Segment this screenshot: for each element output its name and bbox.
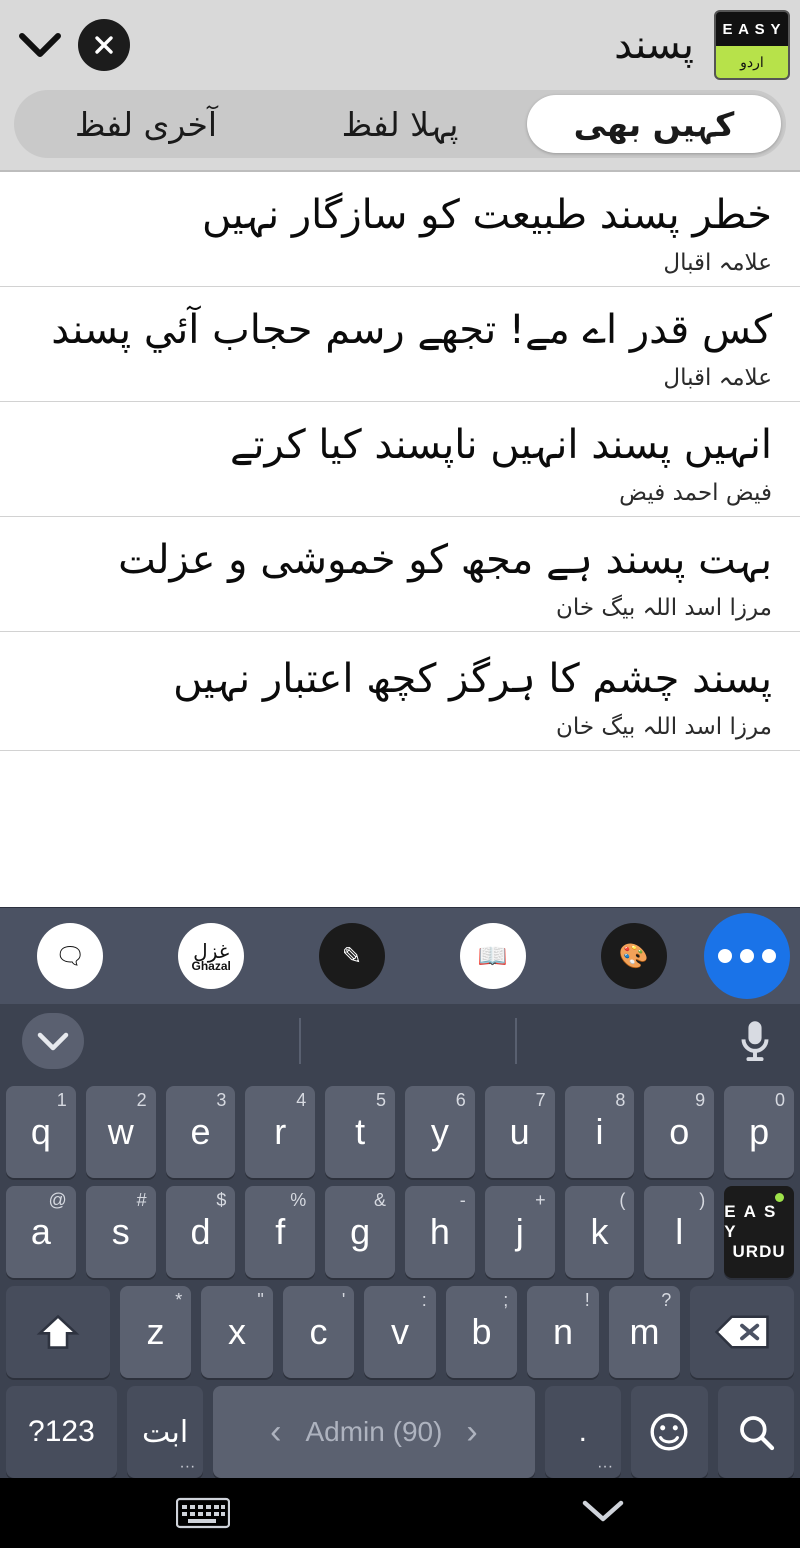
back-button[interactable] bbox=[581, 1498, 625, 1529]
key-e[interactable]: 3 e bbox=[166, 1086, 236, 1178]
result-verse: انہیں پسند انہیں ناپسند کیا کرتے bbox=[229, 422, 772, 468]
key-h[interactable]: - h bbox=[405, 1186, 475, 1278]
book-icon: 📖 bbox=[460, 923, 526, 989]
key-shift[interactable] bbox=[6, 1286, 110, 1378]
key-z[interactable]: * z bbox=[120, 1286, 192, 1378]
on-screen-keyboard bbox=[0, 1004, 800, 1492]
app-logo bbox=[714, 10, 790, 80]
key-p[interactable]: 0 p bbox=[724, 1086, 794, 1178]
collapse-search-icon[interactable] bbox=[10, 15, 70, 75]
key-y[interactable]: 6 y bbox=[405, 1086, 475, 1178]
toolbar-divider bbox=[299, 1018, 301, 1064]
key-language-urdu[interactable]: ابت ··· bbox=[127, 1386, 203, 1478]
key-x[interactable]: " x bbox=[201, 1286, 273, 1378]
tool-palette[interactable] bbox=[563, 923, 704, 989]
clear-search-button[interactable] bbox=[78, 19, 130, 71]
search-input[interactable] bbox=[130, 11, 710, 79]
result-item[interactable] bbox=[0, 172, 800, 287]
key-q[interactable]: 1 q bbox=[6, 1086, 76, 1178]
key-n[interactable]: ! n bbox=[527, 1286, 599, 1378]
result-item[interactable] bbox=[0, 287, 800, 402]
dot-icon bbox=[740, 949, 754, 963]
key-o[interactable]: 9 o bbox=[644, 1086, 714, 1178]
key-emoji[interactable] bbox=[631, 1386, 707, 1478]
search-bar bbox=[0, 0, 800, 90]
key-period[interactable]: . ··· bbox=[545, 1386, 621, 1478]
dot-icon bbox=[762, 949, 776, 963]
key-r[interactable]: 4 r bbox=[245, 1086, 315, 1178]
ghazal-icon: غزل Ghazal bbox=[178, 923, 244, 989]
tool-sher[interactable] bbox=[0, 923, 141, 989]
key-m[interactable]: ? m bbox=[609, 1286, 681, 1378]
hide-keyboard-icon[interactable] bbox=[22, 1013, 84, 1069]
result-item[interactable] bbox=[0, 632, 800, 751]
key-easy-urdu-switch[interactable]: E A S Y URDU bbox=[724, 1186, 794, 1278]
key-f[interactable]: % f bbox=[245, 1186, 315, 1278]
dot-icon bbox=[718, 949, 732, 963]
palette-icon: 🎨 bbox=[601, 923, 667, 989]
key-symbols[interactable]: ?123 bbox=[6, 1386, 117, 1478]
result-poet: علامہ اقبال bbox=[663, 365, 772, 391]
key-g[interactable]: & g bbox=[325, 1186, 395, 1278]
key-backspace[interactable] bbox=[690, 1286, 794, 1378]
prev-layout-icon[interactable]: ‹ bbox=[270, 1412, 282, 1451]
keyboard-row-4 bbox=[6, 1386, 794, 1478]
filter-segmented-control bbox=[14, 90, 786, 158]
edit-image-icon: ✎ bbox=[319, 923, 385, 989]
key-v[interactable]: : v bbox=[364, 1286, 436, 1378]
filter-first-word[interactable]: پہلا لفظ bbox=[341, 104, 459, 144]
more-options-button[interactable] bbox=[704, 913, 790, 999]
key-l[interactable]: ) l bbox=[644, 1186, 714, 1278]
tool-edit-image[interactable] bbox=[282, 923, 423, 989]
result-poet: فیض احمد فیض bbox=[619, 480, 772, 506]
more-dots-icon: ··· bbox=[597, 1458, 614, 1475]
result-verse: کس قدر اے مے! تجھے رسم حجاب آئي پسند bbox=[51, 307, 772, 353]
result-poet: مرزا اسد اللہ بیگ خان bbox=[555, 595, 772, 621]
toolbar-divider bbox=[515, 1018, 517, 1064]
filter-anywhere[interactable]: کہیں بھی bbox=[527, 95, 781, 153]
key-s[interactable]: # s bbox=[86, 1186, 156, 1278]
result-verse: بہت پسند ہے مجھ کو خموشی و عزلت bbox=[118, 537, 772, 583]
status-dot-icon bbox=[775, 1193, 784, 1202]
key-b[interactable]: ; b bbox=[446, 1286, 518, 1378]
next-layout-icon[interactable]: › bbox=[466, 1412, 478, 1451]
keyboard-row-3 bbox=[6, 1286, 794, 1378]
app-logo-line2: اردو bbox=[716, 46, 788, 78]
key-search[interactable] bbox=[718, 1386, 794, 1478]
system-nav-bar bbox=[0, 1478, 800, 1548]
result-verse: پسند چشم کا ہرگز کچھ اعتبار نہیں bbox=[173, 656, 772, 702]
result-item[interactable] bbox=[0, 517, 800, 632]
keyboard-icon[interactable] bbox=[176, 1496, 230, 1530]
tool-book[interactable] bbox=[422, 923, 563, 989]
filter-bar bbox=[0, 90, 800, 170]
filter-last-word[interactable]: آخری لفظ bbox=[74, 104, 218, 144]
tool-ghazal[interactable] bbox=[141, 923, 282, 989]
key-c[interactable]: ' c bbox=[283, 1286, 355, 1378]
keyboard-row-2 bbox=[6, 1186, 794, 1278]
key-i[interactable]: 8 i bbox=[565, 1086, 635, 1178]
keyboard-toolbar bbox=[0, 1004, 800, 1078]
keyboard-row-1 bbox=[6, 1086, 794, 1178]
result-poet: علامہ اقبال bbox=[663, 250, 772, 276]
result-poet: مرزا اسد اللہ بیگ خان bbox=[555, 714, 772, 740]
key-d[interactable]: $ d bbox=[166, 1186, 236, 1278]
key-space[interactable]: ‹ Admin (90) › bbox=[213, 1386, 534, 1478]
key-j[interactable]: + j bbox=[485, 1186, 555, 1278]
tool-strip bbox=[0, 907, 800, 1004]
app-logo-line1: E A S Y bbox=[722, 20, 782, 38]
more-dots-icon: ··· bbox=[179, 1458, 196, 1475]
result-item[interactable] bbox=[0, 402, 800, 517]
result-verse: خطر پسند طبیعت کو سازگار نہیں bbox=[202, 192, 772, 238]
key-a[interactable]: @ a bbox=[6, 1186, 76, 1278]
microphone-icon[interactable] bbox=[732, 1015, 778, 1067]
key-k[interactable]: ( k bbox=[565, 1186, 635, 1278]
key-u[interactable]: 7 u bbox=[485, 1086, 555, 1178]
results-list[interactable] bbox=[0, 170, 800, 907]
key-w[interactable]: 2 w bbox=[86, 1086, 156, 1178]
key-t[interactable]: 5 t bbox=[325, 1086, 395, 1178]
sher-icon: 🗨 bbox=[37, 923, 103, 989]
